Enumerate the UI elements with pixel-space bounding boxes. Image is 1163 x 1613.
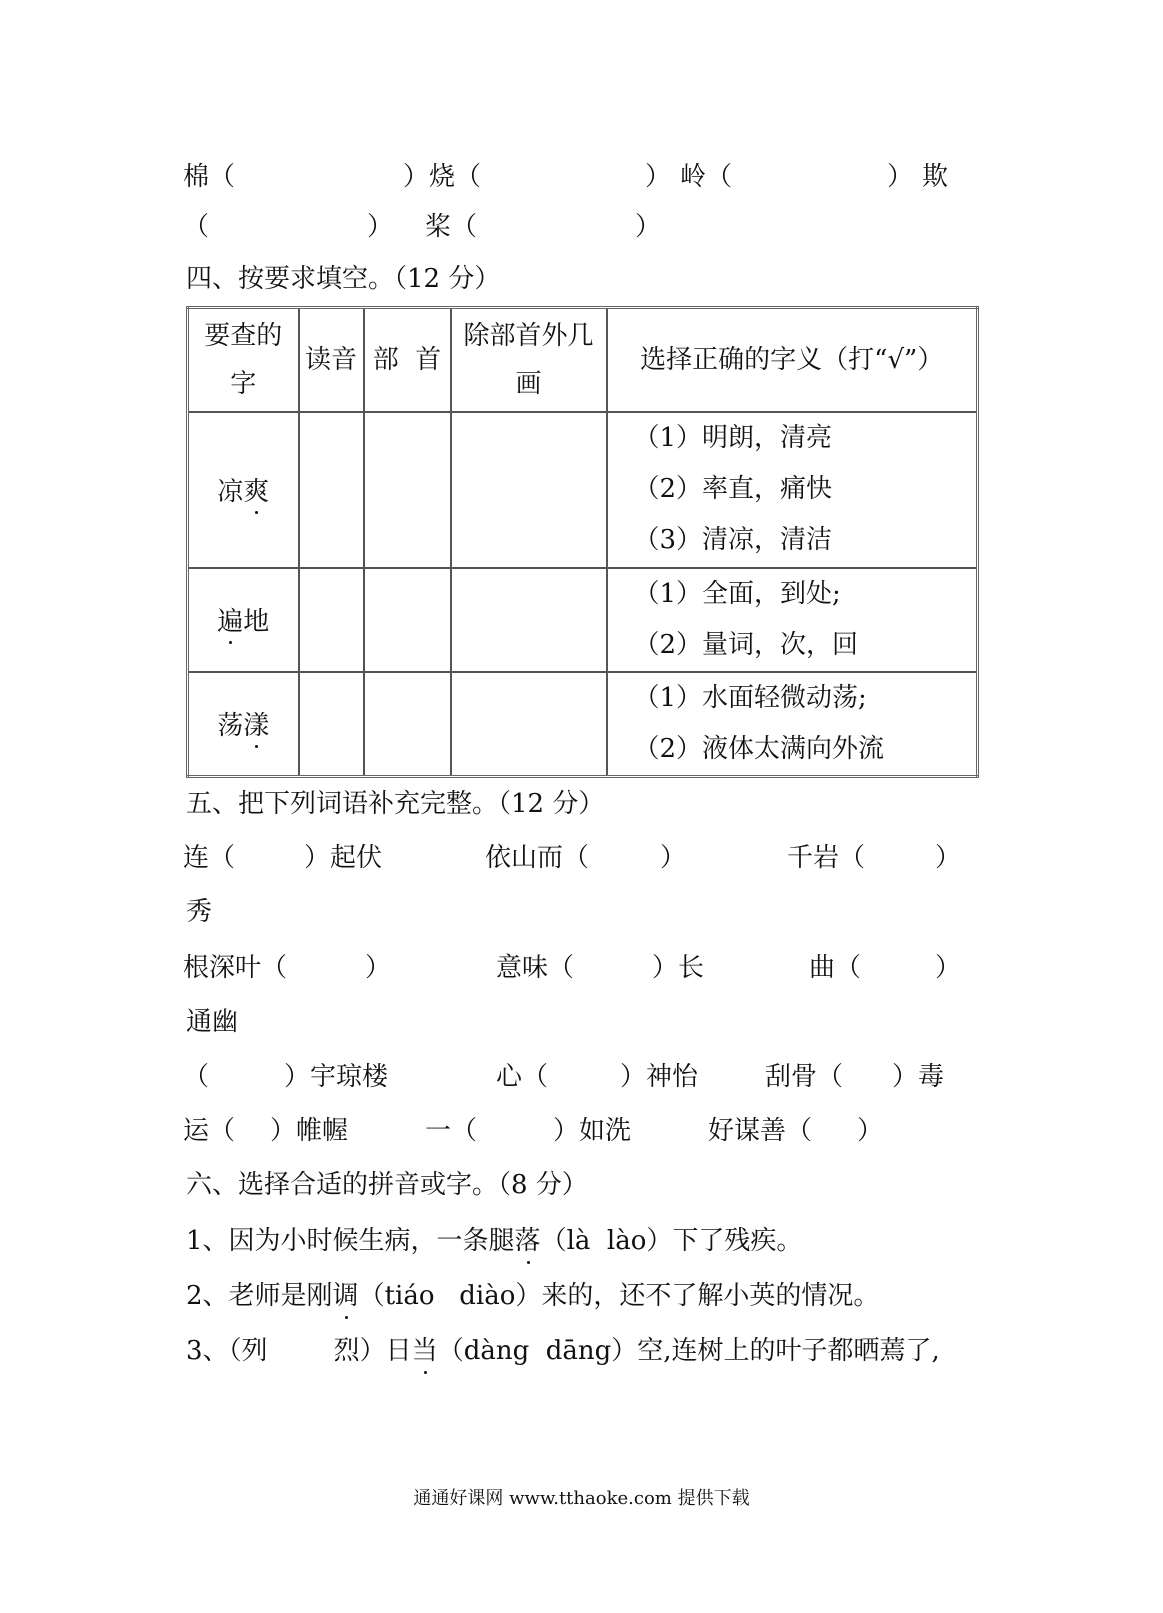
idiom-blank: ） (857, 1116, 884, 1146)
idiom-continuation: 通幽 (186, 1007, 239, 1037)
word-cell: 遍地 (188, 568, 299, 672)
idiom-blank: 根深叶（ (183, 953, 288, 983)
strokes-cell (451, 672, 607, 777)
radical-cell (364, 672, 451, 777)
strokes-cell (451, 568, 607, 672)
header-reading: 读音 (299, 308, 364, 412)
char-blank-5-close: ） (635, 212, 662, 242)
meaning-cell: （1）全面，到处; （2）量词，次，回 (607, 568, 978, 672)
idiom-blank: 心（ (496, 1062, 549, 1092)
idiom-blank: 运（ (183, 1116, 236, 1146)
header-char: 要查的 字 (188, 308, 299, 412)
idiom-blank: 刮骨（ (765, 1062, 844, 1092)
question-1: 1、因为小时候生病，一条腿落（là lào）下了残疾。 (186, 1226, 803, 1256)
idiom-blank: ）起伏 (304, 843, 383, 873)
idiom-blank: 千岩（ (787, 843, 866, 873)
char-blank-4-open: （ (183, 212, 210, 242)
idiom-blank: 意味（ (496, 953, 575, 983)
question-2: 2、老师是刚调（tiáo diào）来的，还不了解小英的情况。 (186, 1281, 880, 1311)
char-blank-3: 岭（ (680, 162, 733, 192)
char-blank-5: 桨（ (425, 212, 478, 242)
reading-cell (299, 412, 364, 568)
idiom-blank: 曲（ (809, 953, 862, 983)
reading-cell (299, 568, 364, 672)
char-blank-4: 欺 (922, 162, 949, 192)
idiom-blank: ）毒 (892, 1062, 945, 1092)
table-row (188, 568, 978, 672)
idiom-blank: ） (660, 843, 687, 873)
question-3: 3、（列 烈）日当（dàng dāng）空,连树上的叶子都晒蔫了, (186, 1336, 940, 1366)
idiom-blank: ）长 (652, 953, 705, 983)
idiom-blank: ）如洗 (553, 1116, 632, 1146)
header-radical: 部 首 (364, 308, 451, 412)
word-cell: 荡漾 (188, 672, 299, 777)
idiom-blank: 依山而（ (485, 843, 590, 873)
table-row (188, 672, 978, 777)
char-blank-4-close: ） (367, 212, 394, 242)
radical-cell (364, 412, 451, 568)
idiom-blank: ） (935, 953, 962, 983)
reading-cell (299, 672, 364, 777)
section-6-title: 六、选择合适的拼音或字。（8 分） (186, 1170, 588, 1200)
idiom-blank: ） (935, 843, 962, 873)
idiom-blank: ）帷幄 (270, 1116, 349, 1146)
idiom-blank: ）宇琼楼 (284, 1062, 389, 1092)
idiom-continuation: 秀 (186, 897, 213, 927)
word-cell: 凉爽 (188, 412, 299, 568)
idiom-blank: 好谋善（ (708, 1116, 813, 1146)
header-strokes: 除部首外几 画 (451, 308, 607, 412)
char-blank-1: 棉（ (183, 162, 236, 192)
idiom-blank: 连（ (183, 843, 236, 873)
section-4-title: 四、按要求填空。（12 分） (186, 264, 501, 294)
meaning-cell: （1）明朗，清亮 （2）率直，痛快 （3）清凉，清洁 (607, 412, 978, 568)
idiom-blank: （ (183, 1062, 210, 1092)
page-footer: 通通好课网 www.tthaoke.com 提供下载 (413, 1488, 750, 1509)
char-blank-2-close: ） (645, 162, 672, 192)
idiom-blank: 一（ (425, 1116, 478, 1146)
dictionary-table (186, 306, 979, 778)
meaning-cell: （1）水面轻微动荡; （2）液体太满向外流 (607, 672, 978, 777)
strokes-cell (451, 412, 607, 568)
radical-cell (364, 568, 451, 672)
section-5-title: 五、把下列词语补充完整。（12 分） (186, 789, 605, 819)
char-blank-2: ）烧（ (403, 162, 482, 192)
idiom-blank: ） (365, 953, 392, 983)
char-blank-3-close: ） (887, 162, 914, 192)
table-row (188, 412, 978, 568)
header-meaning: 选择正确的字义（打“√”） (607, 308, 978, 412)
idiom-blank: ）神怡 (620, 1062, 699, 1092)
